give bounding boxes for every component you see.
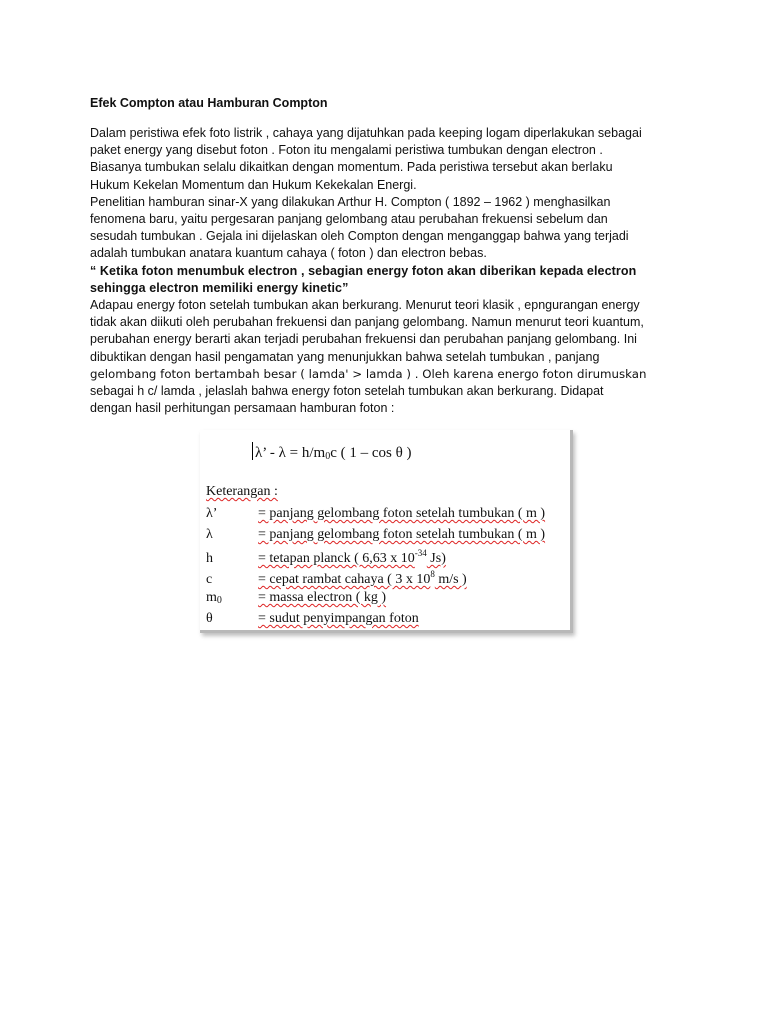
text-cursor-mark (252, 442, 253, 460)
paragraph-3-narrow-line: gelombang foton bertambah besar ( lamda' > lamda ) . Oleh karena energo foton dirumuskan (90, 366, 647, 381)
legend-row-c (206, 569, 467, 588)
document-title: Efek Compton atau Hamburan Compton (90, 96, 328, 110)
legend-tail: m/s ) (434, 572, 467, 587)
legend-symbol: c (206, 572, 213, 587)
paragraph-3: Adapau energy foton setelah tumbukan akan berkurang. Menurut teori klasik , epngurangan energy tidak akan diikuti oleh perubahan frekuensi dan panjang gelombang. Namun menurut teori kuantum, perubahan energy berarti akan terjadi perubahan frekuensi dan perubahan panjang gelombang. Ini dibuktikan dengan hasil pengamatan yang menunjukkan bahwa setelah tumbukan , panjang (90, 298, 644, 364)
legend-row-lambda (206, 527, 545, 543)
legend-symbol: h (206, 551, 213, 566)
legend-tail: Js) (426, 551, 446, 566)
legend-symbol-base: m (206, 590, 217, 605)
paragraph-3-end: sebagai h c/ lamda , jelaslah bahwa energy foton setelah tumbukan akan berkurang. Didapat dengan hasil perhitungan persamaan hamburan foton : (90, 384, 604, 416)
paragraph-2: Penelitian hamburan sinar-X yang dilakukan Arthur H. Compton ( 1892 – 1962 ) menghasilkan fenomena baru, yaitu pergesaran panjang gelombang atau perubahan frekuensi sebelum dan sesudah tumbukan . Gejala ini dijelaskan oleh Compton dengan menganggap bahwa yang terjadi adalah tumbukan anatara kuantum cahaya ( foton ) dan electron bebas. (90, 194, 629, 261)
legend-description: = massa electron ( kg ) (258, 590, 387, 605)
legend-row-theta (206, 611, 419, 627)
paragraph-1: Dalam peristiwa efek foto listrik , cahaya yang dijatuhkan pada keeping logam diperlakukan sebagai paket energy yang disebut foton . Foton itu mengalami peristiwa tumbukan dengan electron . Biasanya tumbukan selalu dikaitkan dengan momentum. Pada peristiwa tersebut akan berlaku Hukum Kekelan Momentum dan Hukum Kekekalan Energi. (90, 126, 642, 192)
legend-symbol: θ (206, 611, 213, 626)
document-page (90, 95, 690, 417)
legend-row-m0 (206, 590, 386, 606)
legend-description: = cepat rambat cahaya ( 3 x 10 (258, 572, 431, 587)
quote-statement: “ Ketika foton menumbuk electron , sebagian energy foton akan diberikan kepada electron sehingga electron memiliki energy kinetic” (90, 263, 637, 295)
formula-sub: 0 (325, 451, 331, 462)
formula-left: λ’ - λ = h/m (255, 445, 326, 461)
legend-description: = panjang gelombang foton setelah tumbukan ( m ) (258, 527, 546, 542)
legend-symbol: λ (206, 527, 213, 542)
legend-description: = tetapan planck ( 6,63 x 10 (258, 551, 415, 566)
legend-symbol-sub: 0 (216, 595, 222, 606)
compton-equation-figure (200, 430, 573, 633)
legend-description: = panjang gelombang foton setelah tumbukan ( m ) (258, 506, 546, 521)
legend-row-h (206, 548, 446, 567)
legend-symbol: λ’ (206, 506, 218, 521)
legend-description: = sudut penyimpangan foton (258, 611, 419, 626)
legend-exponent: 8 (430, 569, 435, 579)
formula-right: c ( 1 – cos θ ) (330, 445, 412, 461)
legend-exponent: -34 (414, 548, 427, 558)
compton-formula (252, 442, 412, 462)
legend-symbol (206, 590, 258, 606)
keterangan-heading: Keterangan : (206, 484, 278, 499)
legend-row-lambda-prime (206, 506, 545, 522)
